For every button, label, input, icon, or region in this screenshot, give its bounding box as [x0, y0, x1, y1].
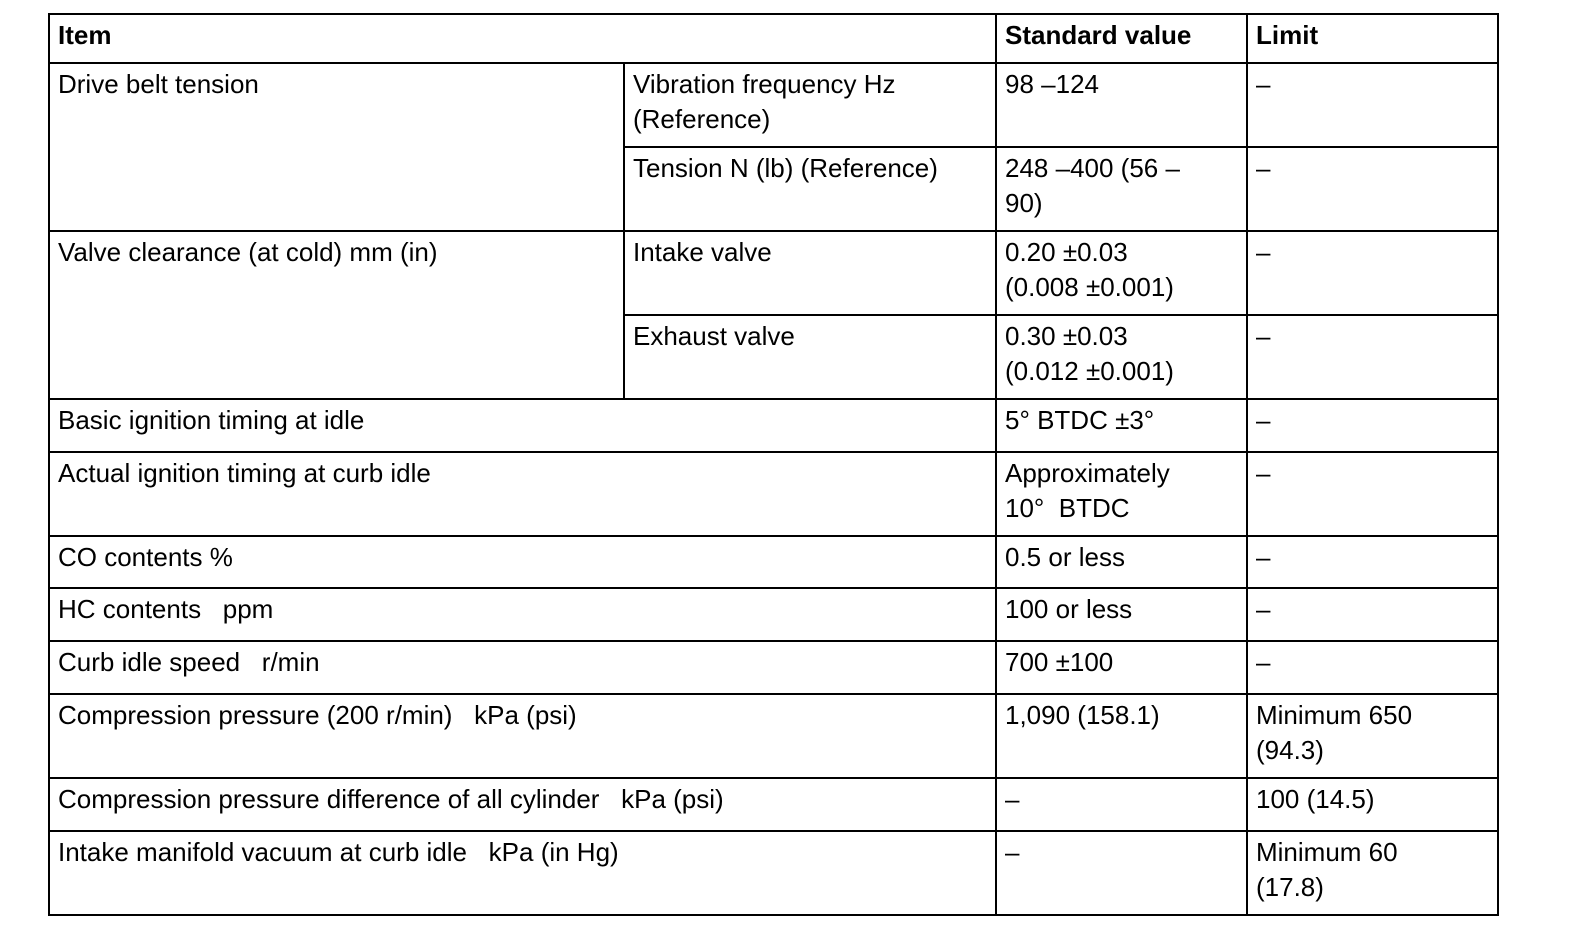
limit-cell: – [1247, 63, 1498, 147]
item-cell: Basic ignition timing at idle [49, 399, 996, 452]
standard-value-cell: 0.5 or less [996, 536, 1247, 588]
subitem-cell: Exhaust valve [624, 315, 996, 399]
item-cell: Intake manifold vacuum at curb idle kPa (in Hg) [49, 831, 996, 915]
standard-value-cell: – [996, 831, 1247, 915]
standard-value-cell: – [996, 778, 1247, 831]
item-cell: Compression pressure difference of all cylinder kPa (psi) [49, 778, 996, 831]
header-limit: Limit [1247, 14, 1498, 63]
standard-value-cell: 98 –124 [996, 63, 1247, 147]
limit-cell: – [1247, 452, 1498, 536]
table-row [49, 536, 1498, 588]
subitem-cell: Vibration frequency Hz (Reference) [624, 63, 996, 147]
limit-cell: Minimum 650 (94.3) [1247, 694, 1498, 778]
subitem-cell: Tension N (lb) (Reference) [624, 147, 996, 231]
standard-value-cell: Approximately 10° BTDC [996, 452, 1247, 536]
limit-cell: 100 (14.5) [1247, 778, 1498, 831]
table-row [49, 63, 1498, 147]
standard-value-cell: 0.20 ±0.03 (0.008 ±0.001) [996, 231, 1247, 315]
standard-value-cell: 5° BTDC ±3° [996, 399, 1247, 452]
subitem-cell: Intake valve [624, 231, 996, 315]
table-row [49, 399, 1498, 452]
limit-cell: – [1247, 231, 1498, 315]
limit-cell: – [1247, 315, 1498, 399]
specification-table [48, 13, 1499, 916]
item-cell: Drive belt tension [49, 63, 624, 231]
table-row [49, 831, 1498, 915]
limit-cell: – [1247, 536, 1498, 588]
table-row [49, 231, 1498, 315]
standard-value-cell: 0.30 ±0.03 (0.012 ±0.001) [996, 315, 1247, 399]
table-row [49, 694, 1498, 778]
item-cell: Compression pressure (200 r/min) kPa (psi) [49, 694, 996, 778]
limit-cell: – [1247, 147, 1498, 231]
limit-cell: Minimum 60 (17.8) [1247, 831, 1498, 915]
limit-cell: – [1247, 588, 1498, 641]
table-row [49, 452, 1498, 536]
header-item: Item [49, 14, 996, 63]
header-standard-value: Standard value [996, 14, 1247, 63]
item-cell: HC contents ppm [49, 588, 996, 641]
table-row [49, 641, 1498, 694]
item-cell: Valve clearance (at cold) mm (in) [49, 231, 624, 399]
limit-cell: – [1247, 399, 1498, 452]
standard-value-cell: 700 ±100 [996, 641, 1247, 694]
item-cell: Actual ignition timing at curb idle [49, 452, 996, 536]
table-row [49, 588, 1498, 641]
standard-value-cell: 100 or less [996, 588, 1247, 641]
standard-value-cell: 248 –400 (56 – 90) [996, 147, 1247, 231]
item-cell: CO contents % [49, 536, 996, 588]
limit-cell: – [1247, 641, 1498, 694]
standard-value-cell: 1,090 (158.1) [996, 694, 1247, 778]
table-header-row [49, 14, 1498, 63]
table-row [49, 778, 1498, 831]
item-cell: Curb idle speed r/min [49, 641, 996, 694]
